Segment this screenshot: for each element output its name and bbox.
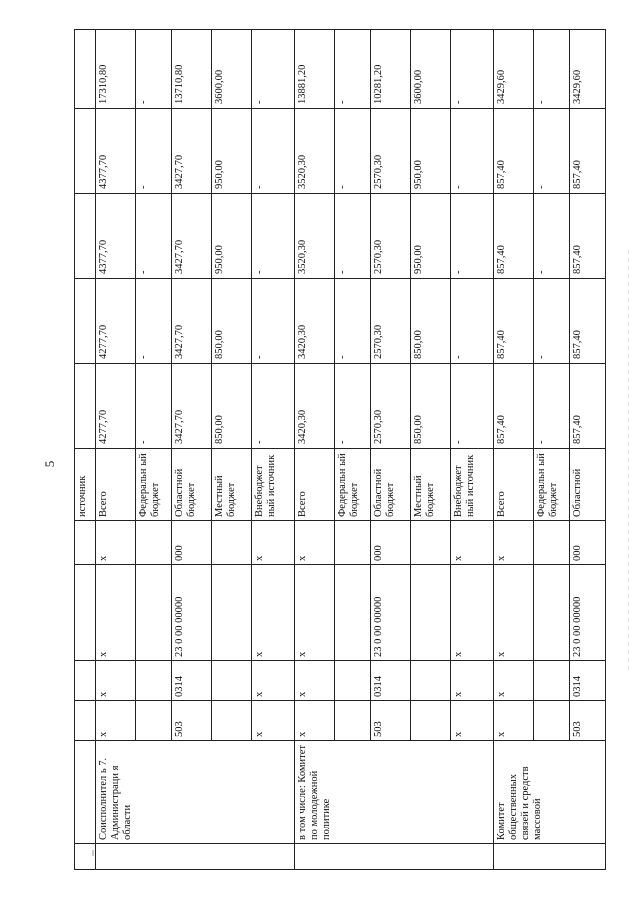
budget-table — [74, 29, 606, 870]
value-cell: 857,40 — [570, 279, 606, 364]
value-cell: - — [451, 279, 494, 364]
value-cell: - — [534, 364, 570, 449]
code-cell — [136, 521, 172, 565]
code-cell: х — [295, 565, 335, 661]
header-cell — [75, 364, 96, 449]
header-cell — [75, 30, 96, 109]
value-cell: 950,00 — [411, 194, 451, 279]
rotated-budget-table-container — [74, 30, 614, 870]
value-cell: 857,40 — [494, 194, 534, 279]
value-cell: - — [451, 109, 494, 194]
value-cell: - — [252, 279, 295, 364]
value-cell: - — [451, 364, 494, 449]
value-cell: - — [335, 109, 371, 194]
value-cell: - — [335, 364, 371, 449]
executor-name: Комитет общественных связей и средств массовой — [494, 741, 606, 844]
total-cell: 10281,20 — [371, 30, 411, 109]
value-cell: - — [252, 194, 295, 279]
code-cell: х — [252, 701, 295, 741]
value-cell: - — [534, 109, 570, 194]
table-row — [494, 30, 534, 870]
code-cell — [411, 701, 451, 741]
source-cell: Всего — [494, 449, 534, 521]
code-cell: х — [451, 661, 494, 701]
value-cell: 3427,70 — [172, 109, 212, 194]
source-cell: Всего — [96, 449, 136, 521]
total-cell: - — [534, 30, 570, 109]
code-cell: 000 — [371, 521, 411, 565]
source-cell: Местный бюджет — [411, 449, 451, 521]
value-cell: - — [335, 194, 371, 279]
source-cell: Областной бюджет — [172, 449, 212, 521]
value-cell: 2570,30 — [371, 279, 411, 364]
value-cell: 857,40 — [494, 279, 534, 364]
code-cell — [136, 701, 172, 741]
value-cell: 850,00 — [411, 364, 451, 449]
code-cell: х — [451, 701, 494, 741]
value-cell: 857,40 — [494, 109, 534, 194]
header-cell — [75, 194, 96, 279]
total-cell: 13881,20 — [295, 30, 335, 109]
total-cell: 13710,80 — [172, 30, 212, 109]
header-cell — [75, 109, 96, 194]
executor-name: в том числе: Комитет по молодежной политике — [295, 741, 494, 844]
total-cell: 3600,00 — [411, 30, 451, 109]
code-cell — [411, 521, 451, 565]
code-cell — [212, 701, 252, 741]
source-cell: Федеральн ый бюджет — [136, 449, 172, 521]
code-cell: 503 — [570, 701, 606, 741]
value-cell: 857,40 — [494, 364, 534, 449]
total-cell: 17310,80 — [96, 30, 136, 109]
total-cell: - — [451, 30, 494, 109]
value-cell: 4277,70 — [96, 279, 136, 364]
code-cell — [136, 565, 172, 661]
blank-cell — [295, 844, 494, 870]
code-cell: х — [252, 521, 295, 565]
code-cell: 0314 — [371, 661, 411, 701]
code-cell: х — [252, 661, 295, 701]
code-cell — [411, 661, 451, 701]
code-cell: х — [451, 521, 494, 565]
value-cell: 850,00 — [212, 279, 252, 364]
code-cell: х — [494, 565, 534, 661]
value-cell: 4377,70 — [96, 109, 136, 194]
value-cell: - — [534, 279, 570, 364]
header-cell — [75, 565, 96, 661]
value-cell: 850,00 — [411, 279, 451, 364]
code-cell: 000 — [172, 521, 212, 565]
value-cell: 3520,30 — [295, 194, 335, 279]
value-cell: 857,40 — [570, 194, 606, 279]
code-cell — [534, 701, 570, 741]
code-cell: х — [494, 701, 534, 741]
code-cell: х — [494, 661, 534, 701]
header-cell — [75, 661, 96, 701]
value-cell: 3427,70 — [172, 279, 212, 364]
value-cell: 950,00 — [212, 109, 252, 194]
value-cell: 4277,70 — [96, 364, 136, 449]
code-cell — [335, 565, 371, 661]
value-cell: 4377,70 — [96, 194, 136, 279]
code-cell — [335, 661, 371, 701]
value-cell: - — [252, 109, 295, 194]
value-cell: 3427,70 — [172, 194, 212, 279]
scan-artifact — [628, 250, 629, 670]
source-cell: Областной — [570, 449, 606, 521]
table-row — [96, 30, 136, 870]
total-cell: - — [136, 30, 172, 109]
source-cell: Внебюджет ный источник — [451, 449, 494, 521]
value-cell: 3427,70 — [172, 364, 212, 449]
header-cell — [75, 279, 96, 364]
code-cell: 0314 — [570, 661, 606, 701]
code-cell: х — [494, 521, 534, 565]
value-cell: 950,00 — [212, 194, 252, 279]
source-cell: Внебюджет ный источник — [252, 449, 295, 521]
source-cell: Местный бюджет — [212, 449, 252, 521]
value-cell: 857,40 — [570, 109, 606, 194]
table-header-row — [75, 30, 96, 870]
code-cell: 23 0 00 00000 — [172, 565, 212, 661]
source-cell: Федеральн ый бюджет — [534, 449, 570, 521]
code-cell: 23 0 00 00000 — [371, 565, 411, 661]
source-cell: Всего — [295, 449, 335, 521]
code-cell: х — [295, 701, 335, 741]
value-cell: 2570,30 — [371, 364, 411, 449]
value-cell: - — [136, 279, 172, 364]
value-cell: - — [451, 194, 494, 279]
value-cell: 3420,30 — [295, 364, 335, 449]
code-cell — [335, 701, 371, 741]
code-cell — [212, 661, 252, 701]
total-cell: 3429,60 — [494, 30, 534, 109]
total-cell: 3600,00 — [212, 30, 252, 109]
code-cell — [335, 521, 371, 565]
code-cell: 503 — [371, 701, 411, 741]
code-cell — [136, 661, 172, 701]
value-cell: - — [252, 364, 295, 449]
value-cell: - — [136, 364, 172, 449]
code-cell: х — [451, 565, 494, 661]
code-cell: х — [252, 565, 295, 661]
executor-name: Соисполнител ь 7. Администраци я области — [96, 741, 295, 844]
total-cell: - — [335, 30, 371, 109]
code-cell — [212, 521, 252, 565]
value-cell: - — [335, 279, 371, 364]
code-cell — [411, 565, 451, 661]
code-cell — [534, 565, 570, 661]
code-cell — [534, 661, 570, 701]
code-cell — [212, 565, 252, 661]
value-cell: 3520,30 — [295, 109, 335, 194]
blank-cell — [494, 844, 606, 870]
page-number: 5 — [42, 460, 57, 468]
code-cell: 0314 — [172, 661, 212, 701]
value-cell: 950,00 — [411, 109, 451, 194]
source-cell: Федеральн ый бюджет — [335, 449, 371, 521]
source-cell: Областной бюджет — [371, 449, 411, 521]
header-source-label: источник — [75, 449, 96, 521]
code-cell — [534, 521, 570, 565]
code-cell: х — [295, 661, 335, 701]
header-cell — [75, 741, 96, 844]
code-cell: 503 — [172, 701, 212, 741]
code-cell: х — [96, 661, 136, 701]
value-cell: - — [136, 109, 172, 194]
value-cell: - — [534, 194, 570, 279]
table-row — [295, 30, 335, 870]
header-cell — [75, 701, 96, 741]
code-cell: х — [96, 701, 136, 741]
code-cell: х — [96, 565, 136, 661]
value-cell: - — [136, 194, 172, 279]
code-cell: х — [96, 521, 136, 565]
header-cell — [75, 844, 96, 870]
blank-cell — [96, 844, 295, 870]
value-cell: 3420,30 — [295, 279, 335, 364]
header-cell — [75, 521, 96, 565]
code-cell: х — [295, 521, 335, 565]
value-cell: 2570,30 — [371, 194, 411, 279]
value-cell: 857,40 — [570, 364, 606, 449]
value-cell: 2570,30 — [371, 109, 411, 194]
total-cell: - — [252, 30, 295, 109]
code-cell: 23 0 00 00000 — [570, 565, 606, 661]
value-cell: 850,00 — [212, 364, 252, 449]
total-cell: 3429,60 — [570, 30, 606, 109]
code-cell: 000 — [570, 521, 606, 565]
